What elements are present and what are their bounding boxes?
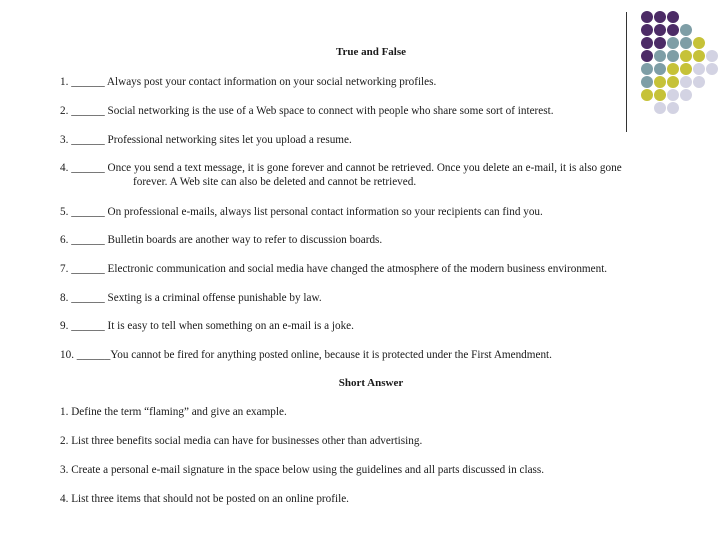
question-item (60, 348, 552, 362)
question-item (60, 492, 349, 506)
question-text: 9. ______ It is easy to tell when something on an e-mail is a joke. (60, 320, 354, 332)
decorative-dot (680, 63, 692, 75)
question-text: 6. ______ Bulletin boards are another way to refer to discussion boards. (60, 234, 383, 246)
decorative-dot (667, 89, 679, 101)
question-item (60, 434, 422, 448)
question-item (60, 463, 544, 477)
decorative-dot-grid (641, 11, 720, 121)
decorative-dot (641, 76, 653, 88)
decorative-dot (641, 63, 653, 75)
question-item (60, 319, 354, 333)
decorative-dot (654, 102, 666, 114)
true-false-heading: True and False (335, 46, 407, 58)
decorative-dot (667, 11, 679, 23)
question-item (60, 161, 622, 189)
decorative-dot (654, 76, 666, 88)
question-text: 5. ______ On professional e-mails, always list personal contact information so your recipients can find you. (60, 206, 543, 218)
decorative-dot (641, 89, 653, 101)
decorative-dot (706, 63, 718, 75)
question-item (60, 291, 322, 305)
question-item (60, 75, 436, 89)
question-text: 4. ______ Once you send a text message, it is gone forever and cannot be retrieved. Once you delete an e-mail, it is also gone (60, 162, 622, 174)
question-text: 2. List three benefits social media can have for businesses other than advertising. (60, 435, 423, 447)
decorative-dot (641, 24, 653, 36)
decorative-dot (667, 102, 679, 114)
decorative-dot (680, 76, 692, 88)
question-item (60, 133, 352, 147)
question-text: 8. ______ Sexting is a criminal offense punishable by law. (60, 292, 322, 304)
decorative-dot (654, 63, 666, 75)
question-text: 1. ______ Always post your contact information on your social networking profiles. (60, 76, 437, 88)
question-text: 4. List three items that should not be posted on an online profile. (60, 493, 349, 505)
decorative-dot (654, 24, 666, 36)
decorative-dot (693, 76, 705, 88)
question-text: 2. ______ Social networking is the use of a Web space to connect with people who share some sort of interest. (60, 105, 554, 117)
decorative-dot (667, 76, 679, 88)
question-text: 10. ______You cannot be fired for anything posted online, because it is protected under the First Amendment. (60, 349, 552, 361)
decorative-dot (654, 89, 666, 101)
question-text: 3. ______ Professional networking sites let you upload a resume. (60, 134, 352, 146)
question-item (60, 205, 543, 219)
decorative-dot (680, 89, 692, 101)
short-answer-heading: Short Answer (338, 377, 404, 389)
decorative-dot (654, 11, 666, 23)
question-item (60, 233, 382, 247)
decorative-dot (667, 24, 679, 36)
question-text: 1. Define the term “flaming” and give an example. (60, 406, 287, 418)
question-item (60, 104, 554, 118)
decorative-dot (693, 63, 705, 75)
question-text: 7. ______ Electronic communication and social media have changed the atmosphere of the modern business environment. (60, 263, 608, 275)
decorative-divider-line (626, 12, 627, 132)
question-item (60, 262, 607, 276)
decorative-dot (680, 24, 692, 36)
decorative-dot (667, 63, 679, 75)
question-text-continuation: forever. A Web site can also be deleted and cannot be retrieved. (133, 176, 417, 188)
question-text: 3. Create a personal e-mail signature in the space below using the guidelines and all parts discussed in class. (60, 464, 545, 476)
decorative-dot (641, 11, 653, 23)
question-item (60, 405, 287, 419)
